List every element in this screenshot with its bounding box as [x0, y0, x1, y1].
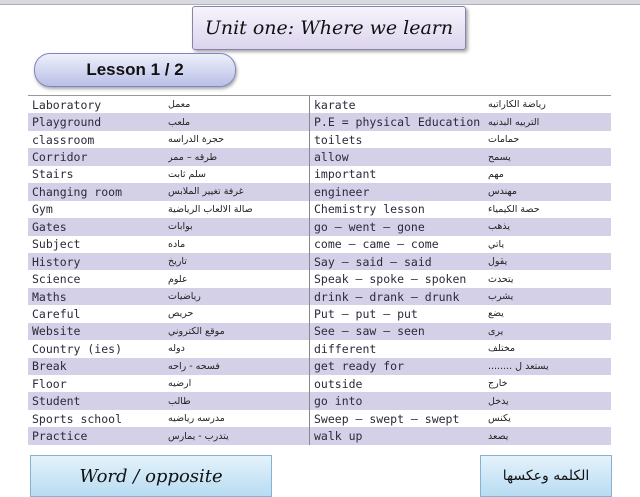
word-opposite-label: Word / opposite	[79, 465, 223, 487]
english-word: Playground	[32, 115, 102, 130]
arabic-meaning: يذهب	[488, 221, 510, 233]
english-word: Sports school	[32, 411, 123, 426]
english-word: drink – drank – drunk	[314, 289, 460, 304]
arabic-meaning: يتدرب - يمارس	[168, 427, 310, 444]
english-word: important	[314, 167, 377, 182]
top-border	[0, 0, 640, 5]
word-opposite-arabic-label: الكلمه وعكسها	[502, 468, 590, 484]
english-word: Laboratory	[32, 97, 102, 112]
arabic-meaning: حصة الكيمياء	[488, 203, 540, 215]
arabic-meaning: ملعب	[168, 113, 310, 130]
english-word: History	[32, 254, 81, 269]
english-word: Chemistry lesson	[314, 202, 425, 217]
english-word: See – saw – seen	[314, 324, 425, 339]
vocab-row	[28, 201, 611, 218]
english-word: Student	[32, 394, 81, 409]
arabic-meaning: يتحدث	[488, 273, 514, 285]
english-word: Country (ies)	[32, 341, 123, 356]
word-opposite-arabic-heading	[480, 455, 612, 497]
english-word: Maths	[32, 289, 67, 304]
vocab-row	[28, 288, 611, 305]
english-word: Speak – spoke – spoken	[314, 272, 467, 287]
arabic-meaning: حمامات	[488, 134, 520, 146]
english-word: Website	[32, 324, 81, 339]
arabic-meaning: يضع	[488, 308, 504, 320]
english-word: Gates	[32, 219, 67, 234]
arabic-meaning: حريص	[168, 305, 310, 322]
vocab-row	[28, 148, 611, 165]
arabic-meaning: تاريخ	[168, 253, 310, 270]
english-word: Sweep – swept – swept	[314, 411, 460, 426]
arabic-meaning: يرى	[488, 325, 504, 337]
arabic-meaning: مدرسه رياضيه	[168, 410, 310, 427]
vocab-row	[28, 358, 611, 375]
english-word: Corridor	[32, 150, 88, 165]
arabic-meaning: بوابات	[168, 218, 310, 235]
lesson-badge	[34, 53, 236, 87]
vocabulary-table	[28, 95, 611, 445]
arabic-meaning: يسمح	[488, 151, 511, 163]
english-word: classroom	[32, 132, 95, 147]
english-word: get ready for	[314, 359, 405, 374]
arabic-meaning: ياتي	[488, 238, 505, 250]
arabic-meaning: دوله	[168, 340, 310, 357]
english-word: karate	[314, 97, 356, 112]
vocab-row	[28, 410, 611, 427]
arabic-meaning: علوم	[168, 270, 310, 287]
english-word: outside	[314, 376, 363, 391]
vocab-row	[28, 253, 611, 270]
arabic-meaning: خارج	[488, 378, 508, 390]
vocab-row	[28, 323, 611, 340]
arabic-meaning: فسحه - راحه	[168, 358, 310, 375]
vocab-row	[28, 340, 611, 357]
english-word: Science	[32, 272, 81, 287]
arabic-meaning: حجرة الدراسه	[168, 131, 310, 148]
vocab-row	[28, 113, 611, 130]
vocab-row	[28, 392, 611, 409]
arabic-meaning: يستعد ل ........	[488, 360, 549, 372]
english-word: Gym	[32, 202, 53, 217]
english-word: Stairs	[32, 167, 74, 182]
vocab-row	[28, 427, 611, 444]
arabic-meaning: طالب	[168, 392, 310, 409]
english-word: Careful	[32, 306, 81, 321]
english-word: Put – put – put	[314, 306, 418, 321]
arabic-meaning: مهم	[488, 168, 504, 180]
vocab-row	[28, 375, 611, 392]
vocab-row	[28, 166, 611, 183]
english-word: engineer	[314, 184, 370, 199]
arabic-meaning: يكنس	[488, 413, 511, 425]
arabic-meaning: ارضيه	[168, 375, 310, 392]
arabic-meaning: ماده	[168, 236, 310, 253]
english-word: Changing room	[32, 184, 123, 199]
arabic-meaning: طرقه – ممر	[168, 148, 310, 165]
arabic-meaning: رياضة الكاراتيه	[488, 99, 546, 111]
lesson-label: Lesson 1 / 2	[86, 60, 184, 79]
arabic-meaning: يدخل	[488, 395, 509, 407]
english-word: different	[314, 341, 377, 356]
english-word: Break	[32, 359, 67, 374]
arabic-meaning: مختلف	[488, 343, 516, 355]
english-word: Floor	[32, 376, 67, 391]
arabic-meaning: التربيه البدنيه	[488, 116, 540, 128]
arabic-meaning: موقع الكتروني	[168, 323, 310, 340]
english-word: allow	[314, 150, 349, 165]
english-word: toilets	[314, 132, 363, 147]
english-word: P.E = physical Education	[314, 115, 481, 130]
vocab-row	[28, 183, 611, 200]
english-word: go – went – gone	[314, 219, 425, 234]
english-word: go into	[314, 394, 363, 409]
english-word: walk up	[314, 429, 363, 444]
vocab-row	[28, 236, 611, 253]
arabic-meaning: يصعد	[488, 430, 509, 442]
arabic-meaning: صالة الالعاب الرياضية	[168, 201, 310, 218]
arabic-meaning: يقول	[488, 256, 508, 268]
unit-title-box	[192, 6, 466, 50]
arabic-meaning: مهندس	[488, 186, 517, 198]
vocab-row	[28, 96, 611, 113]
arabic-meaning: رياضيات	[168, 288, 310, 305]
english-word: Practice	[32, 429, 88, 444]
arabic-meaning: غرفة تغيير الملابس	[168, 183, 310, 200]
vocab-row	[28, 131, 611, 148]
vocab-row	[28, 218, 611, 235]
english-word: Subject	[32, 237, 81, 252]
arabic-meaning: معمل	[168, 96, 310, 113]
english-word: come – came – come	[314, 237, 439, 252]
arabic-meaning: يشرب	[488, 291, 514, 303]
word-opposite-heading	[30, 455, 272, 497]
arabic-meaning: سلم ثابت	[168, 166, 310, 183]
vocab-row	[28, 305, 611, 322]
english-word: Say – said – said	[314, 254, 432, 269]
unit-title: Unit one: Where we learn	[204, 17, 454, 39]
vocab-row	[28, 270, 611, 287]
